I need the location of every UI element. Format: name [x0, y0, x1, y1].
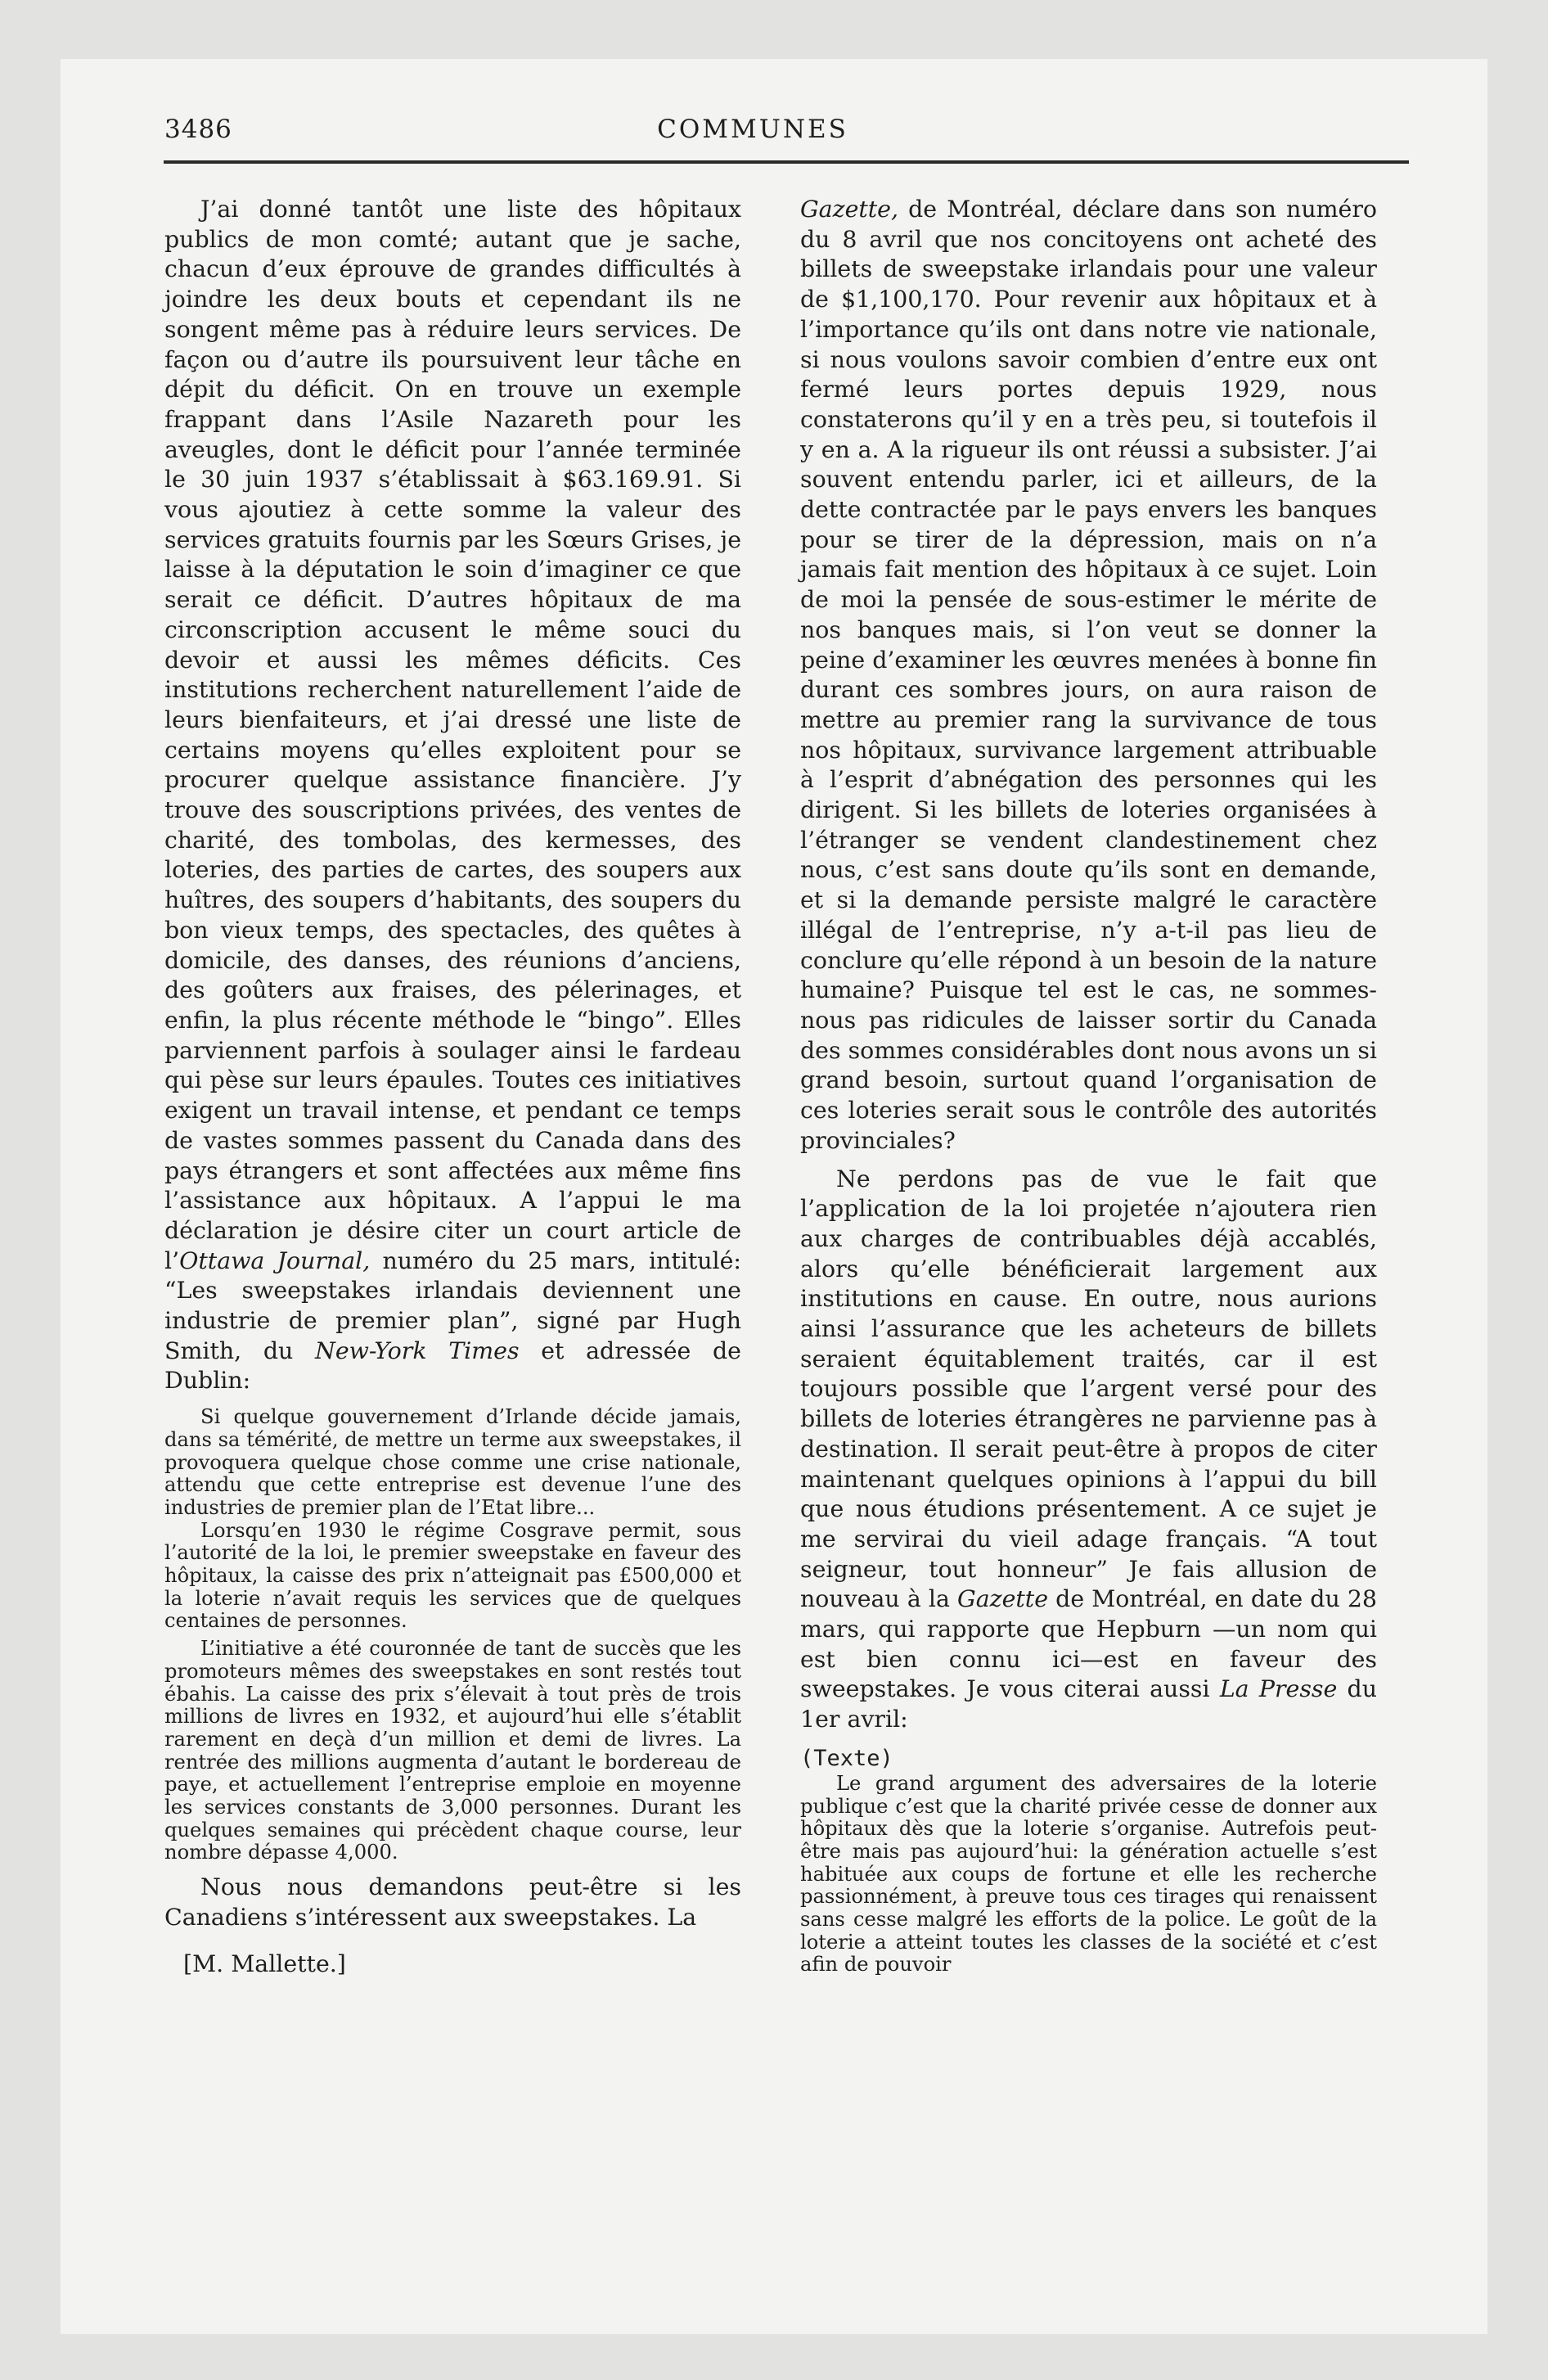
page-number: 3486 [164, 115, 232, 144]
italic-title: Ottawa Journal, [179, 1246, 371, 1274]
right-paragraph-1: Gazette, de Montréal, déclare dans son numéro du 8 avril que nos concitoyens ont acheté des billets de sweepstake irlandais pour une valeur de $1,100,170. Pour revenir aux hôpitaux et à l’importance qu’ils ont dans notre vie nationale, si nous voulons savoir combien d’entre eux ont fermé leurs portes depuis 1929, nous constaterons qu’il y en a très peu, si toutefois il y en a. A la rigueur ils ont réussi a subsister. J’ai souvent entendu parler, ici et ailleurs, de la dette contractée par le pays envers les banques pour se tirer de la dépression, mais on n’a jamais fait mention des hôpitaux à ce sujet. Loin de moi la pensée de sous-estimer le mérite de nos banques mais, si l’on veut se donner la peine d’examiner les œuvres menées à bonne fin durant ces sombres jours, on aura raison de mettre au premier rang la survivance de tous nos hôpitaux, survivance largement attribuable à l’esprit d’abnégation des personnes qui les dirigent. Si les billets de loteries organisées à l’étranger se vendent clandestinement chez nous, c’est sans doute qu’ils sont en demande, et si la demande persiste malgré le caractère illégal de l’entreprise, n’y a-t-il pas lieu de conclure qu’elle répond à un besoin de la nature humaine? Puisque tel est le cas, ne sommes-nous pas ridicules de laisser sortir du Canada des sommes considérables dont nous avons un si grand besoin, surtout quand l’organisation de ces loteries serait sous le contrôle des autorités provinciales? [800, 196, 1377, 1154]
left-column [164, 195, 741, 1979]
header-rule [164, 160, 1409, 164]
right-paragraph-2: Ne perdons pas de vue le fait que l’application de la loi projetée n’ajoutera rien aux charges de contribuables déjà accablés, alors qu’elle bénéficierait largement aux institutions en cause. En outre, nous aurions ainsi l’assurance que les acheteurs de billets seraient équitablement traités, car il est toujours possible que l’argent versé pour des billets de loteries étrangères ne parvienne pas à destination. Il serait peut-être à propos de citer maintenant quelques opinions à l’appui du bill que nous étudions présentement. A ce sujet je me servirai du vieil adage français. “A tout seigneur, tout honneur” Je fais allusion de nouveau à la Gazette de Montréal, en date du 28 mars, qui rapporte que Hepburn —un nom qui est bien connu ici—est en faveur des sweepstakes. Je vous citerai aussi La Presse du 1er avril: [800, 1165, 1377, 1733]
running-title: COMMUNES [657, 115, 848, 144]
quote-paragraph-1: Si quelque gouvernement d’Irlande décide jamais, dans sa témérité, de mettre un terme aux sweepstakes, il provoquera quelque chose comme une crise nationale, attendu que cette entreprise est devenue l’une des industries de premier plan de l’Etat libre... [164, 1405, 741, 1519]
right-column [800, 195, 1377, 1977]
speaker-attribution: [M. Mallette.] [183, 1950, 346, 1977]
left-paragraph-1: J’ai donné tantôt une liste des hôpitaux publics de mon comté; autant que je sache, chacun d’eux éprouve de grandes difficultés à joindre les deux bouts et cependant ils ne songent même pas à réduire leurs services. De façon ou d’autre ils poursuivent leur tâche en dépit du déficit. On en trouve un exemple frappant dans l’Asile Nazareth pour les aveugles, dont le déficit pour l’année terminée le 30 juin 1937 s’établissait à $63.169.91. Si vous ajoutiez à cette somme la valeur des services gratuits fournis par les Sœurs Grises, je laisse à la députation le soin d’imaginer ce que serait ce déficit. D’autres hôpitaux de ma circonscription accusent le même souci du devoir et aussi les mêmes déficits. Ces institutions recherchent naturellement l’aide de leurs bienfaiteurs, et j’ai dressé une liste de certains moyens qu’elles exploitent pour se procurer quelque assistance financière. J’y trouve des souscriptions privées, des ventes de charité, des tombolas, des kermesses, des loteries, des parties de cartes, des soupers aux huîtres, des soupers d’habitants, des soupers du bon vieux temps, des spectacles, des quêtes à domicile, des danses, des réunions d’anciens, des goûters aux fraises, des pélerinages, et enfin, la plus récente méthode le “bingo”. Elles parviennent parfois à soulager ainsi le fardeau qui pèse sur leurs épaules. Toutes ces initiatives exigent un travail intense, et pendant ce temps de vastes sommes passent du Canada dans des pays étrangers et sont affectées aux même fins l’assistance aux hôpitaux. A l’appui le ma déclaration je désire citer un court article de l’Ottawa Journal, numéro du 25 mars, intitulé: “Les sweepstakes irlandais deviennent une industrie de premier plan”, signé par Hugh Smith, du New-York Times et adressée de Dublin: [164, 196, 742, 1395]
quote-paragraph-3: L’initiative a été couronnée de tant de succès que les promoteurs mêmes des sweepstakes en sont restés tout ébahis. La caisse des prix s’élevait à tout près de trois millions de livres en 1932, et aujourd’hui elle s’établit rarement en deçà d’un million et demi de livres. La rentrée des millions augmenta d’autant le bordereau de paye, et actuellement l’entreprise emploie en moyenne les services constants de 3,000 personnes. Durant les quelques semaines qui précèdent chaque course, leur nombre dépasse 4,000. [164, 1637, 741, 1864]
text-label: (Texte) [800, 1745, 893, 1771]
italic-title: Gazette [957, 1585, 1049, 1613]
quote-paragraph-4: Le grand argument des adversaires de la loterie publique c’est que la charité privée cesse de donner aux hôpitaux dès que la loterie s’organise. Autrefois peut-être mais pas aujourd’hui: la génération actuelle s’est habituée aux coups de fortune et elle les recherche passionnément, à preuve tous ces tirages qui renaissent sans cesse malgré les efforts de la police. Le goût de la loterie a atteint toutes les classes de la société et c’est afin de pouvoir [800, 1771, 1377, 1977]
italic-title: La Presse [1219, 1675, 1338, 1703]
italic-title: Gazette, [800, 196, 899, 223]
italic-title: New-York Times [314, 1336, 520, 1364]
quote-paragraph-2: Lorsqu’en 1930 le régime Cosgrave permit, sous l’autorité de la loi, le premier sweepstake en faveur des hôpitaux, la caisse des prix n’atteignait pas £500,000 et la loterie n’avait requis les services que de quelques centaines de personnes. [164, 1518, 741, 1633]
left-paragraph-2: Nous nous demandons peut-être si les Canadiens s’intéressent aux sweepstakes. La [164, 1873, 741, 1931]
